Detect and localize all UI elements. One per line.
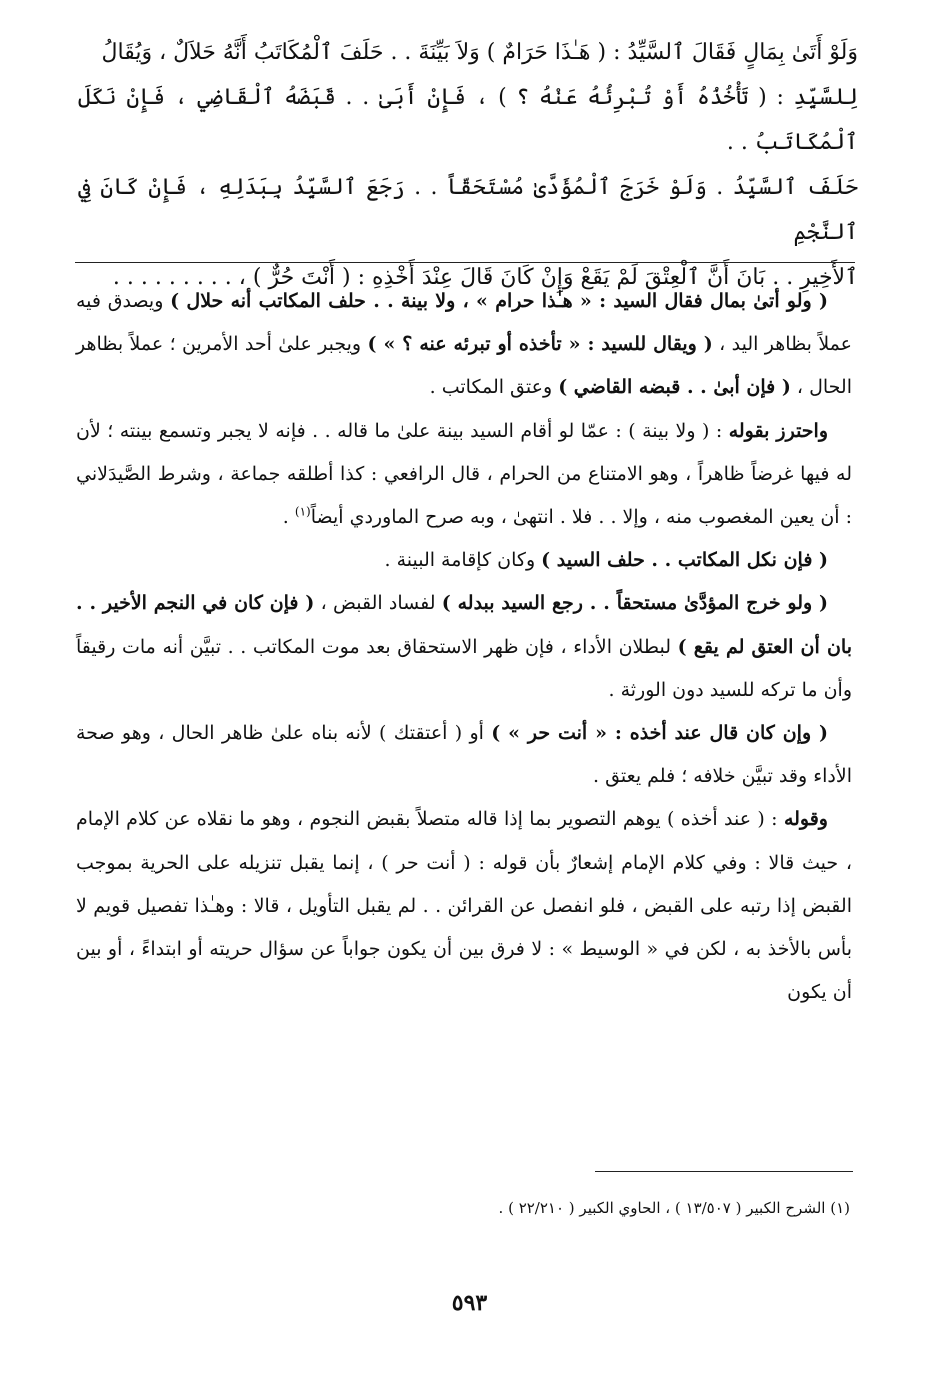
matn-separator-rule bbox=[75, 262, 855, 263]
commentary-paragraph: وقوله : ( عند أخذه ) يوهم التصوير بما إذا قاله متصلاً بقبض النجوم ، وهو ما نقلاه عن كلام الإمام ، حيث قالا : وفي كلام الإمام إشعارٌ بأن قوله : ( أنت حر ) ، إنما يقبل تنزيله على الحرية بموجب القبض إذا رتبه على القبض ، فلو انفصل عن القرائن . . لم يقبل التأويل ، قالا : وهـٰذا تفصيل قويم لا بأس بالأخذ به ، لكن في « الوسيط » : لا فرق بين أن يكون جواباً عن سؤال حريته أو ابتداءً ، أو بين أن يكون bbox=[76, 808, 852, 1004]
footnote-reference[interactable]: (١) bbox=[294, 504, 311, 519]
matn-text-block bbox=[78, 30, 858, 300]
matn-line: ٱلأَخِيرِ . . بَانَ أَنَّ ٱلْعِتْقَ لَمْ يَقَعْ وَإِنْ كَانَ قَالَ عِنْدَ أَخْذِهِ : ( أَنْتَ حُرٌّ ) ، . . . . . . . . . bbox=[112, 265, 858, 290]
matn-line: حَلَفَ ٱلسَّيِّدُ . وَلَوْ خَرَجَ ٱلْمُؤَدَّىٰ مُسْتَحَقّاً . . رَجَعَ ٱلسَّيِّدُ بِبَدَلِهِ ، فَإِنْ كَانَ فِي ٱلنَّجْمِ bbox=[78, 175, 858, 245]
footnote-separator-rule bbox=[595, 1171, 853, 1172]
commentary-paragraph: واحترز بقوله : ( ولا بينة ) : عمّا لو أقام السيد بينة علىٰ ما قاله . . فإنه لا يجبر وتسمع بينته ؛ لأن له فيها غرضاً ظاهراً ، وهو الامتناع من الحرام ، قال الرافعي : كذا أطلقه جماعة ، وشرط الصَّيدَلاني : أن يعين المغصوب منه ، وإلا . . فلا . انتهىٰ ، وبه صرح الماوردي أيضاً$^{(١)}$ . bbox=[76, 419, 852, 529]
commentary-paragraph: ( ولو أتىٰ بمال فقال السيد : « هـٰذا حرام » ، ولا بينة . . حلف المكاتب أنه حلال ) ويصدق فيه عملاً بظاهر اليد ، ( ويقال للسيد : « تأخذه أو تبرئه عنه ؟ » ) ويجبر علىٰ أحد الأمرين ؛ عملاً بظاهر الحال ، ( فإن أبىٰ . . قبضه القاضي ) وعتق المكاتب . bbox=[76, 290, 853, 399]
matn-line: لِلسَّيِّدِ : ( تَأْخُذُهُ أَوْ تُبْرِئُهُ عَنْهُ ؟ ) ، فَإِنْ أَبَىٰ . . قَبَضَهُ ٱلْقَاضِي ، فَإِنْ نَكَلَ ٱلْمُكَاتَبُ . . bbox=[78, 85, 858, 155]
commentary-paragraph: ( ولو خرج المؤدَّىٰ مستحقاً . . رجع السيد ببدله ) لفساد القبض ، ( فإن كان في النجم الأخير . . بان أن العتق لم يقع ) لبطلان الأداء ، فإن ظهر الاستحقاق بعد موت المكاتب . . تبيَّن أنه مات رقيقاً وأن ما تركه للسيد دون الورثة . bbox=[76, 592, 852, 701]
commentary-paragraph: ( وإن كان قال عند أخذه : « أنت حر » ) أو ( أعتقتك ) لأنه بناه علىٰ ظاهر الحال ، وهو صحة الأداء وقد تبيَّن خلافه ؛ فلم يعتق . bbox=[76, 722, 852, 788]
footnote: (١) الشرح الكبير ( ١٣/٥٠٧ ) ، الحاوي الكبير ( ٢٢/٢١٠ ) . bbox=[498, 1199, 850, 1217]
commentary-paragraph: ( فإن نكل المكاتب . . حلف السيد ) وكان كإقامة البينة . bbox=[384, 549, 828, 572]
matn-line: وَلَوْ أَتَىٰ بِمَالٍ فَقَالَ ٱلسَّيِّدُ : ( هَـٰذَا حَرَامٌ ) وَلاَ بَيِّنَةَ . . حَلَفَ ٱلْمُكَاتَبُ أَنَّهُ حَلاَلٌ ، وَيُقَالُ bbox=[101, 40, 858, 65]
commentary-text-block bbox=[76, 280, 852, 1014]
page-number: ٥٩٣ bbox=[451, 1290, 488, 1316]
